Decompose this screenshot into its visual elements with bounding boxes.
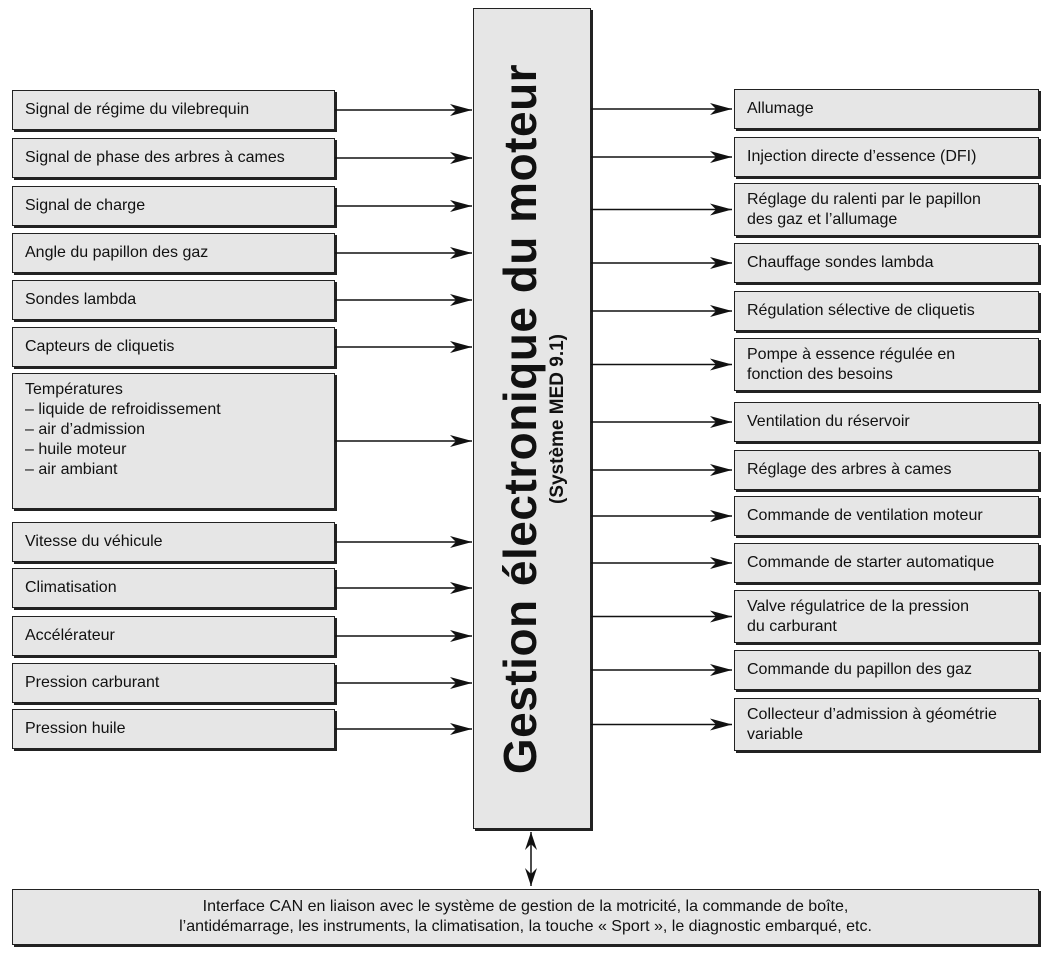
input-signal-box-line: Pression carburant [25,674,160,691]
output-function-box-line: Ventilation du réservoir [747,413,910,430]
input-signal-box-line: Pression huile [25,720,126,737]
output-function-box-line: Commande du papillon des gaz [747,661,973,678]
output-function-box-line: Régulation sélective de cliquetis [747,302,975,319]
output-function-box-line: Injection directe d’essence (DFI) [747,148,977,165]
input-signal-box-line: Vitesse du véhicule [25,533,163,550]
input-signal-box-line: Sondes lambda [25,291,137,308]
input-signal-box-line: Signal de charge [25,197,146,214]
input-signal-box-line: Signal de phase des arbres à cames [25,149,285,166]
input-signal-box-line: – air ambiant [25,461,118,478]
unit-title: Gestion électronique du moteur [494,63,546,774]
input-signal-box-line: – air d’admission [25,421,146,438]
can-interface-line: Interface CAN en liaison avec le système de gestion de la motricité, la commande de boîte, [202,898,849,915]
output-function-box-line: du carburant [747,617,837,635]
input-signal-box-line: – liquide de refroidissement [25,401,221,418]
output-function-box-line: Valve régulatrice de la pression [747,597,970,615]
input-signal-box-line: – huile moteur [25,441,127,458]
output-function-box-line: Commande de ventilation moteur [747,507,983,524]
output-function-box-line: variable [747,725,804,743]
can-interface-line: l’antidémarrage, les instruments, la climatisation, la touche « Sport », le diagnostic embarqué, etc. [179,918,872,935]
can-interface-box [12,889,1039,945]
unit-subtitle: (Système MED 9.1) [547,333,568,504]
output-function-box-line: Allumage [747,100,814,117]
input-signal-box-line: Capteurs de cliquetis [25,338,175,355]
input-signal-box-line: Climatisation [25,579,117,596]
output-function-box-line: Réglage du ralenti par le papillon [747,190,981,208]
input-signal-box-line: Angle du papillon des gaz [25,244,209,261]
input-signal-box-line: Accélérateur [25,627,115,644]
output-function-box-line: Réglage des arbres à cames [747,461,952,478]
output-function-box-line: des gaz et l’allumage [747,210,898,228]
output-function-box-line: Pompe à essence régulée en [747,345,956,363]
output-function-box-line: fonction des besoins [747,365,893,383]
input-signal-box-line: Températures [25,381,123,398]
output-function-box-line: Commande de starter automatique [747,554,995,571]
output-function-box-line: Collecteur d’admission à géométrie [747,705,997,723]
output-function-box-line: Chauffage sondes lambda [747,254,934,271]
input-signal-box-line: Signal de régime du vilebrequin [25,101,250,118]
